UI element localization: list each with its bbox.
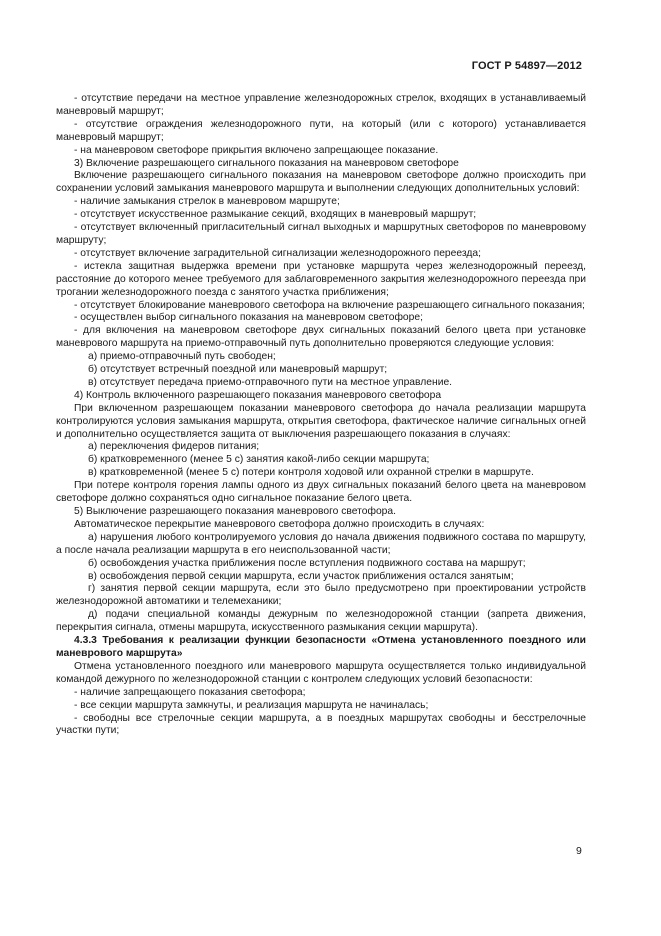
paragraph: - отсутствие передачи на местное управление железнодорожных стрелок, входящих в устанавливаемый маневровый маршрут;	[56, 93, 586, 117]
list-item: а) нарушения любого контролируемого условия до начала движения подвижного состава по маршруту, а после начала реализации маршрута в его неиспользованной части;	[56, 531, 586, 556]
section-heading: 3) Включение разрешающего сигнального показания на маневровом светофоре	[74, 157, 459, 169]
paragraph: - отсутствует искусственное размыкание секций, входящих в маневровый маршрут;	[74, 209, 477, 221]
paragraph: - свободны все стрелочные секции маршрута, а в поездных маршрутах свободны и бесстрелочные участки пути;	[56, 712, 586, 737]
clause-heading: 4.3.3 Требования к реализации функции безопасности «Отмена установленного поездного или маневрового маршрута»	[56, 635, 586, 659]
paragraph: - для включения на маневровом светофоре двух сигнальных показаний белого цвета при установке маневрового маршрута на приемо-отправочный путь дополнительно проверяются следующие условия:	[56, 325, 586, 350]
list-item: г) занятия первой секции маршрута, если это было предусмотрено при проектировании устройств железнодорожной автоматики и телемеханики;	[56, 583, 586, 608]
paragraph: - отсутствует включение заградительной сигнализации железнодорожного переезда;	[74, 247, 481, 259]
section-heading: 5) Выключение разрешающего показания маневрового светофора.	[74, 506, 396, 517]
list-item: а) приемо-отправочный путь свободен;	[88, 351, 276, 363]
paragraph: Включение разрешающего сигнального показания на маневровом светофоре должно происходить при сохранении условий замыкания маневрового маршрута и выполнении следующих дополнительных условий:	[56, 170, 586, 195]
paragraph: - наличие запрещающего показания светофора;	[74, 686, 306, 698]
paragraph: - отсутствует блокирование маневрового светофора на включение разрешающего сигнального показания;	[74, 299, 585, 311]
list-item: а) переключения фидеров питания;	[88, 441, 260, 453]
paragraph: Автоматическое перекрытие маневрового светофора должно происходить в случаях:	[74, 518, 485, 530]
page-number: 9	[576, 845, 582, 857]
list-item: б) освобождения участка приближения после вступления подвижного состава на маршрут;	[88, 557, 526, 569]
paragraph: - все секции маршрута замкнуты, и реализация маршрута не начиналась;	[74, 699, 429, 711]
section-heading: 4) Контроль включенного разрешающего показания маневрового светофора	[74, 389, 442, 401]
list-item: в) освобождения первой секции маршрута, если участок приближения остался занятым;	[88, 570, 514, 582]
list-item: в) кратковременной (менее 5 с) потери контроля ходовой или охранной стрелки в маршруте.	[88, 467, 534, 479]
paragraph: - осуществлен выбор сигнального показания на маневровом светофоре;	[74, 312, 423, 324]
paragraph: - на маневровом светофоре прикрытия включено запрещающее показание.	[74, 144, 439, 156]
list-item: в) отсутствует передача приемо-отправочного пути на местное управление.	[88, 376, 453, 388]
paragraph: При потере контроля горения лампы одного из двух сигнальных показаний белого цвета на маневровом светофоре должно сохраняться одно сигнальное показание белого цвета.	[56, 480, 586, 505]
paragraph: - отсутствует включенный пригласительный сигнал выходных и маршрутных светофоров по маневровому маршруту;	[56, 222, 586, 246]
paragraph: - отсутствие ограждения железнодорожного пути, на который (или с которого) устанавливается маневровый маршрут;	[56, 118, 586, 143]
paragraph: - истекла защитная выдержка времени при установке маршрута через железнодорожный переезд, расстояние до которого менее требуемого для заблаговременного закрытия железнодорожного переезда при трогании железнодорожного поезда с занятого участка приближения;	[56, 260, 586, 298]
paragraph: - наличие замыкания стрелок в маневровом маршруте;	[74, 196, 340, 208]
list-item: б) кратковременного (менее 5 с) занятия какой-либо секции маршрута;	[88, 454, 430, 466]
paragraph: Отмена установленного поездного или маневрового маршрута осуществляется только индивидуальной командой дежурного по железнодорожной станции с контролем следующих условий безопасности:	[56, 660, 586, 685]
list-item: б) отсутствует встречный поездной или маневровый маршрут;	[88, 364, 388, 376]
document-body	[56, 93, 586, 738]
paragraph: При включенном разрешающем показании маневрового светофора до начала реализации маршрута контролируются условия замыкания маршрута, открытия светофора, фактическое наличие сигнальных огней и дополнительно осуществляется защита от выключения разрешающего показания в случаях:	[56, 402, 586, 440]
standard-header: ГОСТ Р 54897—2012	[471, 60, 582, 72]
list-item: д) подачи специальной команды дежурным по железнодорожной станции (запрета движения, перекрытия сигнала, отмены маршрута, искусственного размыкания секции маршрута).	[56, 609, 586, 634]
